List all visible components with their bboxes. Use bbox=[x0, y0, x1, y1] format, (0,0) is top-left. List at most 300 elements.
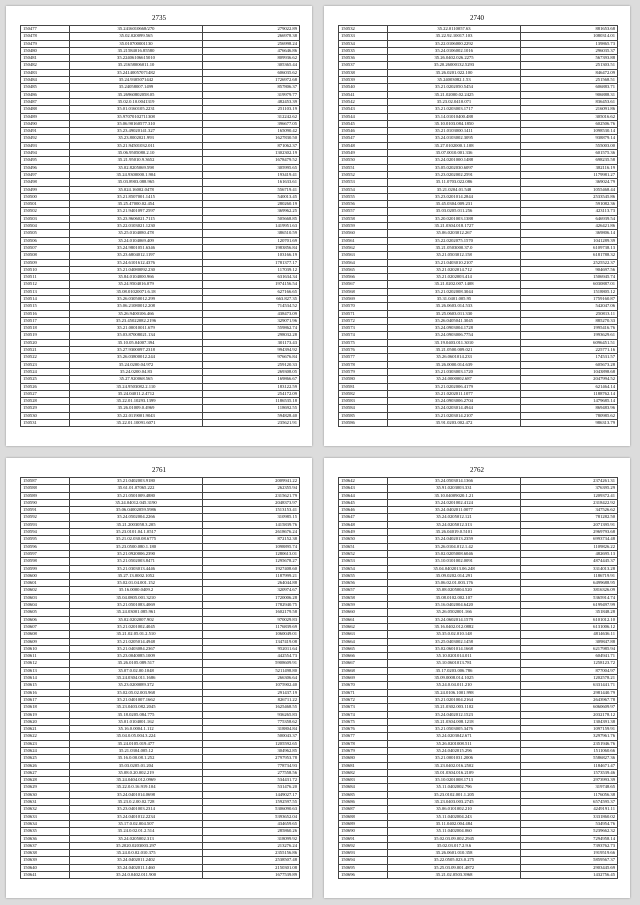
row-id-cell: 150492 bbox=[21, 135, 70, 142]
row-id-cell: 150548 bbox=[339, 142, 388, 149]
row-id-cell: 150610 bbox=[21, 645, 70, 652]
table-row bbox=[21, 77, 300, 84]
row-amount-cell: 6060609.97 bbox=[521, 704, 618, 711]
row-id-cell: 150519 bbox=[21, 332, 70, 339]
table-row bbox=[339, 514, 618, 521]
row-id-cell: 150673 bbox=[339, 704, 388, 711]
row-code-cell: 35.26.0603.014.533 bbox=[388, 303, 521, 310]
row-amount-cell: 1432756.45 bbox=[521, 872, 618, 879]
row-amount-cell: 986313.79 bbox=[521, 420, 618, 427]
row-amount-cell: 2318422.92 bbox=[521, 499, 618, 506]
table-row bbox=[339, 201, 618, 208]
table-row bbox=[21, 230, 300, 237]
table-row bbox=[339, 623, 618, 630]
row-id-cell: 150559 bbox=[339, 223, 388, 230]
table-row bbox=[21, 281, 300, 288]
row-amount-cell: 426421.86 bbox=[521, 223, 618, 230]
row-code-cell: 35.35.0.02.010.148 bbox=[388, 631, 521, 638]
table-row bbox=[21, 332, 300, 339]
table-row bbox=[21, 295, 300, 302]
row-id-cell: 150628 bbox=[21, 777, 70, 784]
row-amount-cell: 319979.77 bbox=[203, 91, 300, 98]
data-table bbox=[20, 477, 300, 879]
table-row bbox=[21, 704, 300, 711]
row-code-cell: 35.24.0201000.1488 bbox=[388, 157, 521, 164]
row-code-cell: 35.21.0202014.712 bbox=[388, 266, 521, 273]
table-row bbox=[339, 244, 618, 251]
row-code-cell: 35.21.0502003.8471 bbox=[70, 558, 203, 565]
row-code-cell: 35.02.03.09.002.2945 bbox=[388, 835, 521, 842]
row-code-cell: 35.24.0203014.4944 bbox=[388, 405, 521, 412]
table-row bbox=[339, 215, 618, 222]
table-row bbox=[21, 726, 300, 733]
row-amount-cell: 952011.64 bbox=[203, 645, 300, 652]
row-amount-cell: 1726972.68 bbox=[203, 77, 300, 84]
row-id-cell: 150477 bbox=[21, 26, 70, 33]
row-id-cell: 150576 bbox=[339, 347, 388, 354]
row-code-cell: 35.21.2003058.3.205 bbox=[70, 521, 203, 528]
row-amount-cell: 1184671.47 bbox=[521, 762, 618, 769]
row-amount-cell: 2047994.52 bbox=[521, 376, 618, 383]
row-id-cell: 150553 bbox=[339, 179, 388, 186]
row-code-cell: 35.21.0201002.4045 bbox=[70, 623, 203, 630]
row-amount-cell: 266306.64 bbox=[203, 675, 300, 682]
table-row bbox=[339, 84, 618, 91]
table-row bbox=[339, 237, 618, 244]
row-code-cell: 35.22.92.10017.103 bbox=[388, 33, 521, 40]
row-amount-cell: 1347419.08 bbox=[203, 638, 300, 645]
row-code-cell: 35.24.6101612.4376 bbox=[70, 259, 203, 266]
row-code-cell: 35.16.0402.012.0882 bbox=[388, 623, 521, 630]
table-row bbox=[339, 390, 618, 397]
row-code-cell: 35.24.0104069.409 bbox=[70, 237, 203, 244]
row-amount-cell: 482453.39 bbox=[203, 98, 300, 105]
row-amount-cell: 781282.50 bbox=[521, 514, 618, 521]
row-amount-cell: 279022.89 bbox=[203, 26, 300, 33]
table-row bbox=[339, 747, 618, 754]
row-amount-cell: 305995.65 bbox=[203, 164, 300, 171]
row-amount-cell: 775358.62 bbox=[203, 718, 300, 725]
row-id-cell: 150512 bbox=[21, 281, 70, 288]
table-row bbox=[21, 405, 300, 412]
table-row bbox=[339, 587, 618, 594]
row-amount-cell: 174531.57 bbox=[521, 354, 618, 361]
row-code-cell: 35.02.0202007.902 bbox=[70, 616, 203, 623]
row-code-cell: 35.23.9606021.7115 bbox=[70, 215, 203, 222]
row-id-cell: 150693 bbox=[339, 850, 388, 857]
table-row bbox=[339, 47, 618, 54]
row-id-cell: 150609 bbox=[21, 638, 70, 645]
row-code-cell: 35.21.8507001.1415 bbox=[70, 193, 203, 200]
row-amount-cell: 5211498.80 bbox=[203, 667, 300, 674]
document-page bbox=[6, 458, 312, 898]
row-id-cell: 150524 bbox=[21, 368, 70, 375]
row-id-cell: 150583 bbox=[339, 398, 388, 405]
table-row bbox=[21, 120, 300, 127]
row-id-cell: 150682 bbox=[339, 769, 388, 776]
row-code-cell: 35.17.0.02.004.507 bbox=[70, 820, 203, 827]
table-row bbox=[339, 164, 618, 171]
row-id-cell: 150647 bbox=[339, 514, 388, 521]
row-code-cell: 35.10.04009020.1.21 bbox=[388, 492, 521, 499]
row-amount-cell: 6101012.10 bbox=[521, 616, 618, 623]
row-code-cell: 35.05.0202030.6097 bbox=[388, 164, 521, 171]
row-code-cell: 35.21.0202.007.1408 bbox=[388, 281, 521, 288]
table-row bbox=[21, 164, 300, 171]
row-id-cell: 150636 bbox=[21, 835, 70, 842]
table-row bbox=[339, 179, 618, 186]
row-code-cell: 35.23.0402.016.2502 bbox=[388, 762, 521, 769]
row-code-cell: 35.20.0201003.1388 bbox=[388, 215, 521, 222]
row-amount-cell: 396677.05 bbox=[203, 120, 300, 127]
row-code-cell: 35.21.0304.008.1218 bbox=[388, 718, 521, 725]
row-id-cell: 150679 bbox=[339, 747, 388, 754]
row-id-cell: 150500 bbox=[21, 193, 70, 200]
row-id-cell: 150513 bbox=[21, 288, 70, 295]
row-id-cell: 150497 bbox=[21, 171, 70, 178]
row-amount-cell: 1449027.17 bbox=[203, 791, 300, 798]
row-id-cell: 150656 bbox=[339, 580, 388, 587]
row-amount-cell: 605673.28 bbox=[521, 361, 618, 368]
row-amount-cell: 2525522.37 bbox=[521, 259, 618, 266]
row-amount-cell: 904697.56 bbox=[521, 266, 618, 273]
row-id-cell: 150675 bbox=[339, 718, 388, 725]
row-id-cell: 150487 bbox=[21, 98, 70, 105]
table-row bbox=[21, 711, 300, 718]
row-id-cell: 150493 bbox=[21, 142, 70, 149]
row-id-cell: 150680 bbox=[339, 755, 388, 762]
row-code-cell: 35.21.0304.005.12 bbox=[70, 747, 203, 754]
row-code-cell: 35.24.0402012.1523 bbox=[388, 711, 521, 718]
row-id-cell: 150640 bbox=[21, 864, 70, 871]
row-code-cell: 35.21.02.0503.3968 bbox=[388, 872, 521, 879]
row-id-cell: 150575 bbox=[339, 339, 388, 346]
row-code-cell: 35.10.0201014.011 bbox=[388, 653, 521, 660]
row-amount-cell: 1995416.76 bbox=[521, 325, 618, 332]
row-amount-cell: 482695.13 bbox=[521, 550, 618, 557]
row-code-cell: 35.07.0010.001.336 bbox=[388, 150, 521, 157]
row-code-cell: 35.21.0204.01.548 bbox=[388, 186, 521, 193]
row-amount-cell: 251568.51 bbox=[521, 77, 618, 84]
row-code-cell: 35.24.0000002.687 bbox=[388, 376, 521, 383]
row-id-cell: 150691 bbox=[339, 835, 388, 842]
row-amount-cell: 1176839.69 bbox=[203, 623, 300, 630]
row-code-cell: 35.24.0402011.0077 bbox=[388, 507, 521, 514]
row-code-cell: 35.26.0601014.233 bbox=[388, 354, 521, 361]
row-amount-cell: 277558.56 bbox=[203, 769, 300, 776]
table-row bbox=[21, 310, 300, 317]
row-code-cell: 35.97070102711308 bbox=[70, 113, 203, 120]
row-amount-cell: 559862.74 bbox=[203, 325, 300, 332]
table-row bbox=[21, 755, 300, 762]
row-code-cell: 35.14.01010400.488 bbox=[388, 113, 521, 120]
table-row bbox=[21, 303, 300, 310]
row-id-cell: 150514 bbox=[21, 295, 70, 302]
row-id-cell: 150484 bbox=[21, 77, 70, 84]
table-row bbox=[339, 69, 618, 76]
row-code-cell: 35.21.0500.009.021 bbox=[388, 347, 521, 354]
row-id-cell: 150638 bbox=[21, 850, 70, 857]
row-id-cell: 150654 bbox=[339, 565, 388, 572]
table-row bbox=[21, 645, 300, 652]
row-id-cell: 150616 bbox=[21, 689, 70, 696]
row-id-cell: 150536 bbox=[339, 55, 388, 62]
row-id-cell: 150639 bbox=[21, 857, 70, 864]
table-row bbox=[339, 492, 618, 499]
row-id-cell: 150608 bbox=[21, 631, 70, 638]
row-amount-cell: 6030887.01 bbox=[521, 281, 618, 288]
row-id-cell: 150495 bbox=[21, 157, 70, 164]
row-id-cell: 150506 bbox=[21, 237, 70, 244]
row-id-cell: 150664 bbox=[339, 638, 388, 645]
table-row bbox=[21, 565, 300, 572]
table-row bbox=[21, 806, 300, 813]
row-code-cell: 35.06.21080012.208 bbox=[70, 303, 203, 310]
row-id-cell: 150661 bbox=[339, 616, 388, 623]
row-code-cell: 35.26.0601.010.358 bbox=[388, 850, 521, 857]
row-amount-cell: 1573539.46 bbox=[521, 769, 618, 776]
row-amount-cell: 556719.41 bbox=[203, 186, 300, 193]
row-code-cell: 35.25.47000.02.454 bbox=[70, 201, 203, 208]
row-amount-cell: 1602179.58 bbox=[203, 609, 300, 616]
row-id-cell: 150571 bbox=[339, 310, 388, 317]
row-code-cell: 35.10.05.04007.394 bbox=[70, 339, 203, 346]
table-row bbox=[21, 536, 300, 543]
row-id-cell: 150579 bbox=[339, 368, 388, 375]
table-row bbox=[21, 558, 300, 565]
row-amount-cell: 117039.12 bbox=[203, 266, 300, 273]
table-row bbox=[339, 675, 618, 682]
row-id-cell: 150665 bbox=[339, 645, 388, 652]
table-row bbox=[21, 667, 300, 674]
row-amount-cell: 376395.29 bbox=[521, 485, 618, 492]
table-row bbox=[339, 230, 618, 237]
row-amount-cell: 604941.71 bbox=[521, 653, 618, 660]
row-code-cell: 35.23.8002021.993 bbox=[70, 135, 203, 142]
row-amount-cell: 1209372.41 bbox=[521, 492, 618, 499]
row-id-cell: 150515 bbox=[21, 303, 70, 310]
data-table bbox=[338, 477, 618, 879]
row-amount-cell: 5306090.63 bbox=[203, 806, 300, 813]
row-id-cell: 150650 bbox=[339, 536, 388, 543]
row-amount-cell: 4874445.37 bbox=[521, 558, 618, 565]
row-code-cell: 35.26.0402.026.2275 bbox=[388, 55, 521, 62]
row-code-cell: 35.09.0008.014.1025 bbox=[388, 675, 521, 682]
row-code-cell: 35.21.0303013.4446 bbox=[70, 565, 203, 572]
row-id-cell: 150534 bbox=[339, 40, 388, 47]
table-row bbox=[21, 179, 300, 186]
table-row bbox=[21, 842, 300, 849]
row-id-cell: 150563 bbox=[339, 252, 388, 259]
row-amount-cell: 318804.84 bbox=[203, 726, 300, 733]
table-row bbox=[339, 339, 618, 346]
table-row bbox=[339, 660, 618, 667]
row-amount-cell: 251303.51 bbox=[521, 62, 618, 69]
table-row bbox=[21, 791, 300, 798]
row-id-cell: 150672 bbox=[339, 696, 388, 703]
row-code-cell: 35.21.0202008.3044 bbox=[388, 288, 521, 295]
row-amount-cell: 6199497.99 bbox=[521, 602, 618, 609]
row-amount-cell: 476646.86 bbox=[203, 47, 300, 54]
table-row bbox=[21, 799, 300, 806]
row-id-cell: 150590 bbox=[21, 499, 70, 506]
row-code-cell: 35.25.0403002.1458 bbox=[388, 638, 521, 645]
row-code-cell: 35.21658006011.10 bbox=[70, 62, 203, 69]
row-amount-cell: 2973993.39 bbox=[521, 777, 618, 784]
row-id-cell: 150570 bbox=[339, 303, 388, 310]
row-amount-cell: 877004.97 bbox=[521, 667, 618, 674]
row-code-cell: 35.06.9505080.2.10 bbox=[70, 150, 203, 157]
row-id-cell: 150501 bbox=[21, 201, 70, 208]
table-row bbox=[339, 91, 618, 98]
row-code-cell: 35.21.0202050.5454 bbox=[388, 84, 521, 91]
row-code-cell: 35.21.0202006.4179 bbox=[388, 383, 521, 390]
row-code-cell: 35.24.0.04.011.210 bbox=[388, 682, 521, 689]
row-amount-cell: 6217985.94 bbox=[521, 645, 618, 652]
row-amount-cell: 250813.11 bbox=[521, 310, 618, 317]
row-id-cell: 150518 bbox=[21, 325, 70, 332]
row-amount-cell: 1677539.89 bbox=[203, 872, 300, 879]
row-amount-cell: 1176056.38 bbox=[521, 791, 618, 798]
data-table bbox=[338, 25, 618, 427]
row-code-cell: 35.24.0404.012.0969 bbox=[70, 777, 203, 784]
row-id-cell: 150479 bbox=[21, 40, 70, 47]
table-row bbox=[339, 842, 618, 849]
row-code-cell: 35.02.8205069.598 bbox=[70, 164, 203, 171]
table-row bbox=[339, 689, 618, 696]
row-id-cell: 150683 bbox=[339, 777, 388, 784]
row-code-cell: 35.21.0403084.2367 bbox=[70, 645, 203, 652]
row-amount-cell: 1983856.84 bbox=[203, 244, 300, 251]
row-code-cell: 35.08.0102.002.107 bbox=[388, 594, 521, 601]
row-id-cell: 150585 bbox=[339, 412, 388, 419]
page-number: 2762 bbox=[470, 466, 484, 474]
row-code-cell: 35.18.0205.084.775 bbox=[70, 711, 203, 718]
row-id-cell: 150621 bbox=[21, 726, 70, 733]
table-row bbox=[21, 602, 300, 609]
row-code-cell: 35.11.0402.004.484 bbox=[388, 820, 521, 827]
table-row bbox=[21, 660, 300, 667]
row-id-cell: 150498 bbox=[21, 179, 70, 186]
row-code-cell: 35.24.9504016.079 bbox=[70, 281, 203, 288]
row-code-cell: 35.24.0401012.2234 bbox=[70, 813, 203, 820]
row-id-cell: 150562 bbox=[339, 244, 388, 251]
table-row bbox=[21, 84, 300, 91]
row-code-cell: 35.31.0401.005.95 bbox=[388, 295, 521, 302]
row-code-cell: 35.26.0201.022.100 bbox=[388, 69, 521, 76]
row-id-cell: 150528 bbox=[21, 398, 70, 405]
table-row bbox=[339, 310, 618, 317]
table-row bbox=[339, 704, 618, 711]
row-id-cell: 150687 bbox=[339, 806, 388, 813]
row-code-cell: 35.20.26000132.5293 bbox=[388, 62, 521, 69]
row-code-cell: 35.04.0402013.06.248 bbox=[388, 565, 521, 572]
table-row bbox=[339, 376, 618, 383]
row-id-cell: 150653 bbox=[339, 558, 388, 565]
row-code-cell: 35.26.0405041.3045 bbox=[388, 317, 521, 324]
table-row bbox=[21, 390, 300, 397]
row-code-cell: 35.19.0403.011.3010 bbox=[388, 339, 521, 346]
row-code-cell: 35.10.0601013.781 bbox=[388, 660, 521, 667]
row-amount-cell: 7393762.73 bbox=[521, 842, 618, 849]
row-code-cell: 35.24058007.1499 bbox=[70, 84, 203, 91]
table-row bbox=[339, 872, 618, 879]
row-id-cell: 150537 bbox=[339, 62, 388, 69]
table-row bbox=[21, 864, 300, 871]
row-code-cell: 35.22406106615010 bbox=[70, 55, 203, 62]
row-id-cell: 150589 bbox=[21, 492, 70, 499]
row-code-cell: 35.22.0202075.1570 bbox=[388, 237, 521, 244]
row-code-cell: 35.16.0000.0409.2 bbox=[70, 587, 203, 594]
row-amount-cell: 836453.61 bbox=[521, 98, 618, 105]
row-id-cell: 150635 bbox=[21, 828, 70, 835]
row-code-cell: 35.09.0202.014.291 bbox=[388, 572, 521, 579]
row-amount-cell: 2538507.48 bbox=[203, 857, 300, 864]
row-id-cell: 150648 bbox=[339, 521, 388, 528]
row-amount-cell: 329071.96 bbox=[203, 317, 300, 324]
table-row bbox=[339, 733, 618, 740]
row-id-cell: 150671 bbox=[339, 689, 388, 696]
row-code-cell: 35.21.02.030.08.6775 bbox=[70, 536, 203, 543]
row-amount-cell: 298032.28 bbox=[203, 332, 300, 339]
row-amount-cell: 320974.67 bbox=[203, 587, 300, 594]
row-code-cell: 35.26.04019.0.5101 bbox=[388, 529, 521, 536]
row-amount-cell: 2355156.86 bbox=[203, 850, 300, 857]
row-amount-cell: 259120.33 bbox=[203, 361, 300, 368]
table-row bbox=[21, 478, 300, 485]
table-row bbox=[21, 244, 300, 251]
row-id-cell: 150620 bbox=[21, 718, 70, 725]
row-code-cell: 35.25.0104080.478 bbox=[70, 230, 203, 237]
row-code-cell: 35.25.03.09.001.4872 bbox=[388, 864, 521, 871]
row-id-cell: 150642 bbox=[339, 478, 388, 485]
row-code-cell: 35.24.9305071442 bbox=[70, 77, 203, 84]
table-row bbox=[21, 543, 300, 550]
row-code-cell: 35.06.90160577.310 bbox=[70, 120, 203, 127]
table-row bbox=[339, 62, 618, 69]
row-amount-cell: 1187999.21 bbox=[203, 572, 300, 579]
row-id-cell: 150695 bbox=[339, 864, 388, 871]
table-row bbox=[21, 142, 300, 149]
table-row bbox=[339, 718, 618, 725]
row-amount-cell: 1041289.39 bbox=[521, 237, 618, 244]
table-row bbox=[21, 347, 300, 354]
table-row bbox=[339, 609, 618, 616]
row-id-cell: 150499 bbox=[21, 186, 70, 193]
row-id-cell: 150569 bbox=[339, 295, 388, 302]
row-id-cell: 150574 bbox=[339, 332, 388, 339]
table-row bbox=[339, 572, 618, 579]
row-code-cell: 35.03.0205.011.256 bbox=[388, 208, 521, 215]
row-id-cell: 150517 bbox=[21, 317, 70, 324]
table-row bbox=[21, 828, 300, 835]
row-code-cell: 35.010700001130 bbox=[70, 40, 203, 47]
table-row bbox=[339, 332, 618, 339]
row-code-cell: 35.24.0106.1001.998 bbox=[388, 689, 521, 696]
row-id-cell: 150667 bbox=[339, 660, 388, 667]
table-row bbox=[21, 317, 300, 324]
row-code-cell: 35.21.0205014.4948 bbox=[70, 638, 203, 645]
row-id-cell: 150592 bbox=[21, 514, 70, 521]
table-row bbox=[339, 653, 618, 660]
row-amount-cell: 369806.14 bbox=[521, 230, 618, 237]
row-id-cell: 150637 bbox=[21, 842, 70, 849]
row-code-cell: 35.21.0403010.2107 bbox=[388, 259, 521, 266]
row-id-cell: 150596 bbox=[21, 543, 70, 550]
row-amount-cell: 6096451.51 bbox=[521, 339, 618, 346]
table-row bbox=[339, 784, 618, 791]
row-amount-cell: 646939.54 bbox=[521, 215, 618, 222]
